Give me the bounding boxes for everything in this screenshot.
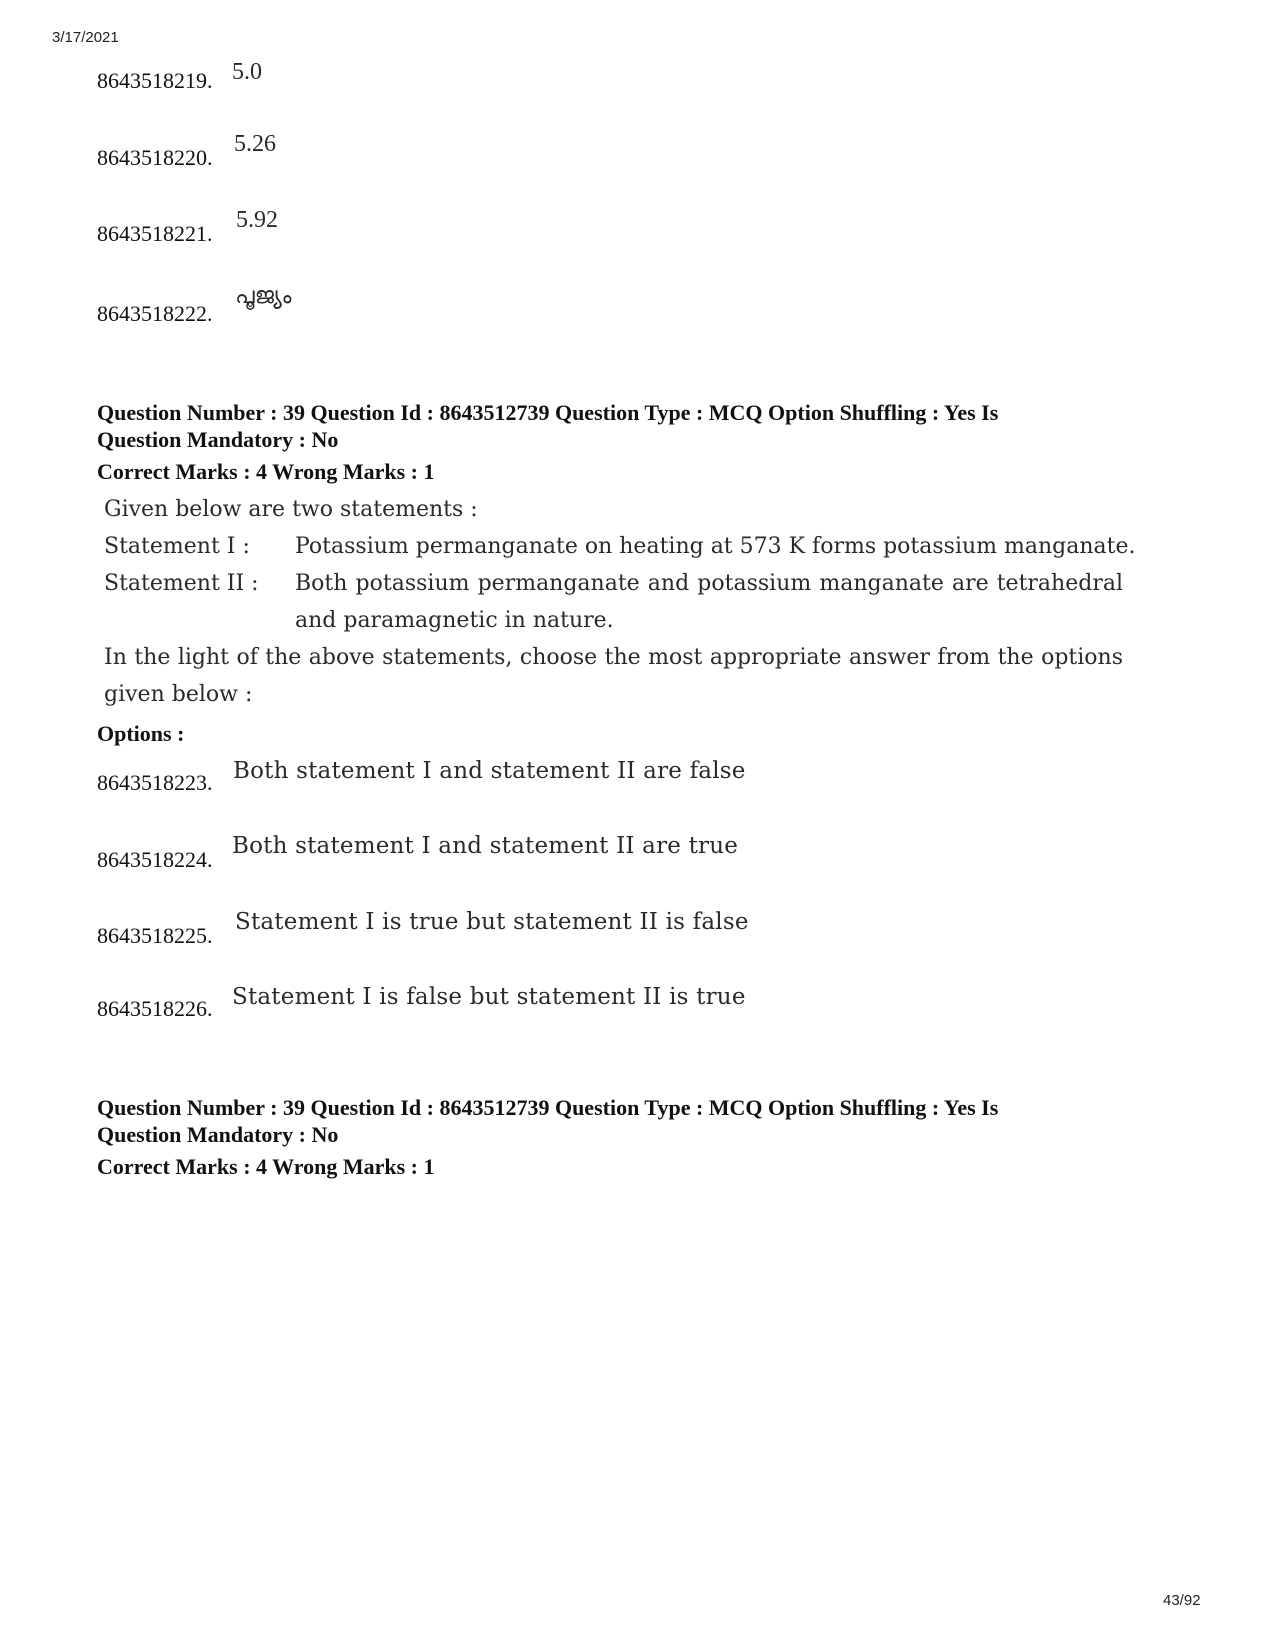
question-marks-line: Correct Marks : 4 Wrong Marks : 1: [97, 1154, 435, 1179]
option-text: പൂജ്യം: [235, 283, 292, 309]
option-text: Statement I is false but statement II is true: [232, 984, 746, 1010]
question-marks-line: Correct Marks : 4 Wrong Marks : 1: [97, 459, 435, 484]
statement-2-text-line2: and paramagnetic in nature.: [295, 608, 614, 633]
statement-1-label: Statement I :: [104, 534, 250, 559]
statement-1-text: Potassium permanganate on heating at 573 K forms potassium manganate.: [295, 534, 1136, 559]
option-text: Both statement I and statement II are false: [233, 758, 746, 784]
stem-intro: Given below are two statements :: [104, 497, 478, 522]
option-text: 5.26: [234, 131, 276, 157]
option-id: 8643518219.: [97, 68, 213, 93]
question-meta-line: Question Number : 39 Question Id : 8643512739 Question Type : MCQ Option Shuffling : Yes Is: [97, 400, 999, 425]
option-text: Statement I is true but statement II is false: [235, 909, 749, 935]
question-meta-line: Question Number : 39 Question Id : 8643512739 Question Type : MCQ Option Shuffling : Yes Is: [97, 1095, 999, 1120]
option-id: 8643518221.: [97, 221, 213, 246]
option-text: 5.0: [232, 59, 262, 85]
question-mandatory-line: Question Mandatory : No: [97, 1122, 339, 1147]
instruction-line1: In the light of the above statements, choose the most appropriate answer from the options: [104, 645, 1123, 670]
statement-2-label: Statement II :: [104, 571, 259, 596]
option-id: 8643518222.: [97, 301, 213, 326]
option-id: 8643518226.: [97, 996, 213, 1021]
question-mandatory-line: Question Mandatory : No: [97, 427, 339, 452]
option-text: 5.92: [236, 207, 278, 233]
option-id: 8643518225.: [97, 923, 213, 948]
option-id: 8643518223.: [97, 770, 213, 795]
option-text: Both statement I and statement II are true: [232, 833, 739, 859]
option-id: 8643518224.: [97, 847, 213, 872]
option-id: 8643518220.: [97, 145, 213, 170]
instruction-line2: given below :: [104, 682, 253, 707]
print-date: 3/17/2021: [52, 29, 119, 46]
statement-2-text-line1: Both potassium permanganate and potassium manganate are tetrahedral: [295, 571, 1123, 596]
options-label: Options :: [97, 721, 185, 746]
page-number: 43/92: [1163, 1592, 1201, 1609]
